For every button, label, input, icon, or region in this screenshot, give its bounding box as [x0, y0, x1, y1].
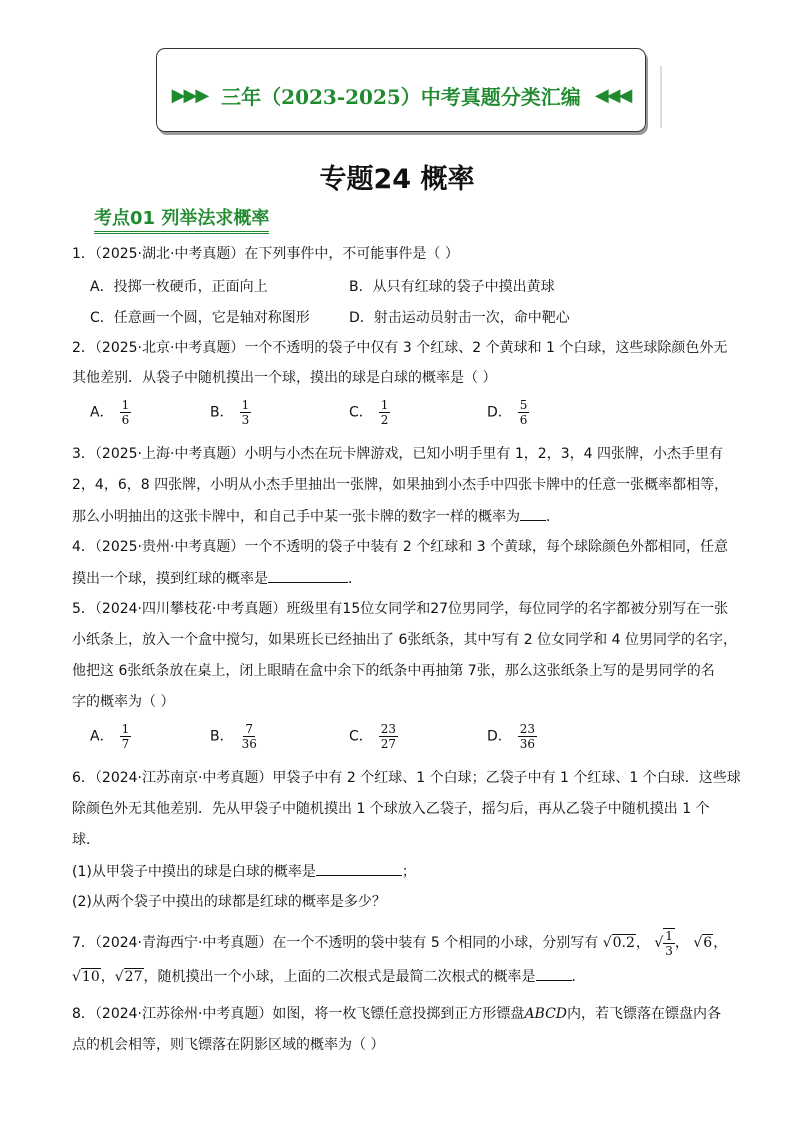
- q6-sub1-end: ；: [401, 864, 416, 880]
- q3-stem-line3: [72, 506, 560, 527]
- q1-stem: 1．（2025·湖北·中考真题）在下列事件中，不可能事件是（ ）: [72, 246, 459, 262]
- q3-period: ．: [546, 509, 560, 525]
- q2-stem-line2: 其他差别．从袋子中随机摸出一个球，摸出的球是白球的概率是（ ）: [72, 370, 497, 386]
- numerator: 5: [519, 398, 528, 412]
- q4-period: ．: [348, 571, 362, 587]
- separator: ，: [100, 969, 115, 985]
- q7-period: ．: [571, 969, 586, 985]
- q7-stem-line2: [72, 966, 586, 987]
- q5-option-a-label: A．: [90, 728, 114, 745]
- numerator: 1: [121, 398, 130, 412]
- q2-option-b-fraction: [240, 398, 252, 427]
- q2-option-b: [210, 398, 251, 427]
- separator: ，: [635, 935, 650, 951]
- q8-stem-line2: 点的机会相等，则飞镖落在阴影区域的概率为（ ）: [72, 1037, 385, 1053]
- q7-stem-line1: [72, 928, 727, 958]
- denominator: 6: [121, 413, 130, 427]
- q7-radical-1: √0.2: [602, 935, 635, 951]
- answer-blank[interactable]: [520, 506, 546, 521]
- radicand: 27: [124, 969, 143, 985]
- q8-text-a: 8．（2024·江苏徐州·中考真题）如图，将一枚飞镖任意投掷到正方形镖盘: [72, 1006, 525, 1022]
- banner-content: [157, 80, 645, 110]
- right-arrows-icon: ▶▶▶: [171, 84, 208, 106]
- denominator: 27: [380, 737, 397, 751]
- q5-option-b-label: B．: [210, 728, 234, 745]
- answer-blank[interactable]: [268, 568, 348, 583]
- q2-stem-line1: 2．（2025·北京·中考真题）一个不透明的袋子中仅有 3 个红球、2 个黄球和 1 个白球，这些球除颜色外无: [72, 340, 728, 356]
- q7-radical-2: √ $\frac{1}{3}$: [654, 929, 673, 958]
- q2-option-a-fraction: [120, 398, 132, 427]
- q4-stem-line1: 4．（2025·贵州·中考真题）一个不透明的袋子中装有 2 个红球和 3 个黄球，每个球除颜色外都相同，任意: [72, 539, 729, 555]
- q2-option-d-label: D．: [487, 404, 512, 421]
- q6-sub1: [72, 861, 416, 882]
- q5-stem-line1: 5．（2024·四川攀枝花·中考真题）班级里有15位女同学和27位男同学，每位同学的名字都被分别写在一张: [72, 601, 729, 617]
- banner-title: 三年（2023-2025）中考真题分类汇编: [221, 84, 581, 109]
- q7-text-tail: ，随机摸出一个小球，上面的二次根式是最简二次根式的概率是: [143, 969, 536, 985]
- denominator: 2: [380, 413, 389, 427]
- numerator: 7: [245, 722, 254, 736]
- numerator: 1: [665, 929, 673, 943]
- q6-stem-line1: 6．（2024·江苏南京·中考真题）甲袋子中有 2 个红球、1 个白球；乙袋子中有 1 个红球、1 个白球．这些球: [72, 770, 741, 786]
- q2-option-b-label: B．: [210, 404, 234, 421]
- section-heading: 考点01 列举法求概率: [94, 204, 269, 234]
- numerator: 1: [380, 398, 389, 412]
- radicand: 0.2: [612, 935, 635, 951]
- denominator: 6: [519, 413, 528, 427]
- q1-option-a: A．投掷一枚硬币，正面向上: [90, 279, 268, 295]
- q6-sub1-text: (1)从甲袋子中摸出的球是白球的概率是: [72, 864, 316, 880]
- answer-blank[interactable]: [536, 966, 572, 981]
- q5-option-c-fraction: [379, 722, 398, 751]
- q5-stem-line4: 字的概率为（ ）: [72, 694, 175, 710]
- q5-stem-line3: 他把这 6张纸条放在桌上，闭上眼睛在盒中余下的纸条中再抽第 7张，那么这张纸条上写的是男同学的名: [72, 663, 715, 679]
- numerator: 1: [121, 722, 130, 736]
- q7-text: 7．（2024·青海西宁·中考真题）在一个不透明的袋中装有 5 个相同的小球，分别写有: [72, 935, 599, 951]
- q6-sub2: (2)从两个袋子中摸出的球都是红球的概率是多少？: [72, 894, 386, 910]
- left-arrows-icon: ◀◀◀: [594, 84, 631, 106]
- q3-stem-line2: 2，4，6，8 四张牌，小明从小杰手里抽出一张牌，如果抽到小杰手中四张卡牌中的任意一张概率都相等，: [72, 477, 729, 493]
- q2-option-d: [487, 398, 529, 427]
- margin-mark: [660, 66, 662, 128]
- answer-blank[interactable]: [316, 861, 402, 876]
- q6-stem-line2: 除颜色外无其他差别．先从甲袋子中随机摸出 1 个球放入乙袋子，摇匀后，再从乙袋子中随机摸出 1 个: [72, 801, 710, 817]
- numerator: 1: [241, 398, 250, 412]
- separator: ，: [713, 935, 728, 951]
- q8-stem-line1: [72, 1004, 721, 1024]
- q2-option-a-label: A．: [90, 404, 114, 421]
- q5-option-b-fraction: [240, 722, 259, 751]
- q5-option-d-label: D．: [487, 728, 512, 745]
- radicand: 6: [703, 935, 713, 951]
- numerator: 23: [519, 722, 536, 736]
- q5-option-a-fraction: [120, 722, 132, 751]
- q5-option-b: [210, 722, 259, 751]
- q2-option-c: [349, 398, 390, 427]
- q6-stem-line3: 球．: [72, 832, 100, 848]
- q5-option-d-fraction: [518, 722, 537, 751]
- q3-stem-line1: 3．（2025·上海·中考真题）小明与小杰在玩卡牌游戏，已知小明手里有 1，2，3，4 四张牌，小杰手里有: [72, 446, 723, 462]
- q1-option-c: C．任意画一个圆，它是轴对称图形: [90, 310, 310, 326]
- q2-option-c-label: C．: [349, 404, 373, 421]
- q5-option-a: [90, 722, 131, 751]
- q8-square-label: ABCD: [524, 1006, 568, 1022]
- q1-option-d: D．射击运动员射击一次，命中靶心: [349, 310, 570, 326]
- q5-option-d: [487, 722, 537, 751]
- q7-radical-5: √27: [114, 969, 143, 985]
- q8-text-b: 内，若飞镖落在镖盘内各: [567, 1006, 722, 1022]
- q4-text: 摸出一个球，摸到红球的概率是: [72, 571, 268, 587]
- denominator: 7: [121, 737, 130, 751]
- q2-option-d-fraction: [518, 398, 530, 427]
- q7-radical-3: √6: [693, 935, 713, 951]
- q4-stem-line2: [72, 568, 362, 589]
- header-banner: [156, 48, 646, 132]
- radicand-fraction: [663, 928, 675, 958]
- q5-option-c-label: C．: [349, 728, 373, 745]
- denominator: 36: [241, 737, 257, 751]
- page-title: 专题24 概率: [319, 164, 475, 195]
- q5-option-c: [349, 722, 398, 751]
- separator: ，: [674, 935, 689, 951]
- q7-radical-4: √10: [72, 969, 100, 985]
- numerator: 23: [380, 722, 397, 736]
- q2-option-a: [90, 398, 131, 427]
- denominator: 36: [519, 737, 536, 751]
- denominator: 3: [241, 413, 250, 427]
- q3-text: 那么小明抽出的这张卡牌中，和自己手中某一张卡牌的数字一样的概率为: [72, 509, 520, 525]
- radicand: 10: [81, 969, 100, 985]
- q1-option-b: B．从只有红球的袋子中摸出黄球: [349, 279, 555, 295]
- denominator: 3: [665, 944, 673, 958]
- q2-option-c-fraction: [379, 398, 391, 427]
- q5-stem-line2: 小纸条上，放入一个盒中搅匀，如果班长已经抽出了 6张纸条，其中写有 2 位女同学和 4 位男同学的名字，: [72, 632, 737, 648]
